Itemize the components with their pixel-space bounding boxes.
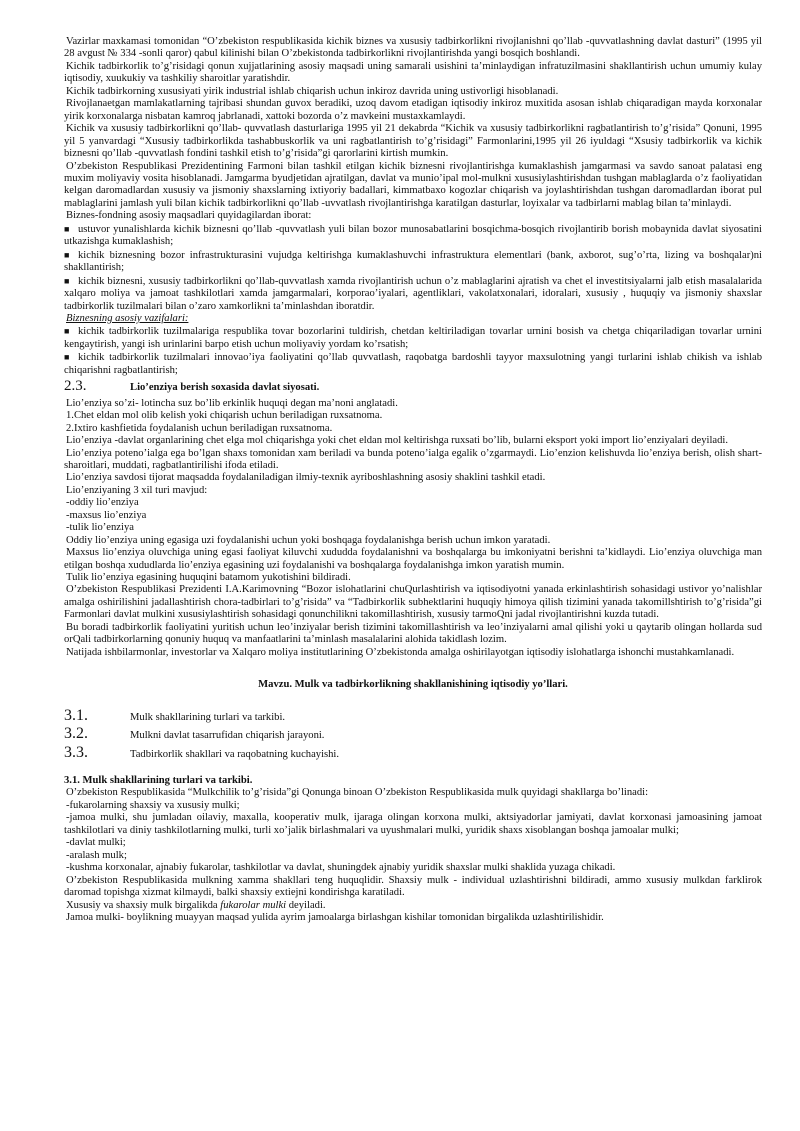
- black-square-icon: ■: [64, 275, 70, 286]
- paragraph: Tulik lio’enziya egasining huquqini batamom yukotishini bildiradi.: [66, 572, 351, 584]
- list-item: [64, 351, 762, 377]
- paragraph: [64, 900, 762, 912]
- section-heading: [64, 380, 762, 394]
- paragraph: Kichik va xususiy tadbirkorlikni qo’llab- quvvatlash dasturlariga 1995 yil 21 dekabrda “Kichik va xususiy tadbirkorlikni ragbatlantirish to’g’risida” Qonuni, 1995 yil 5 yanvardagi “Xususiy tadbirkorlikda tashabbuskorlik va uni ragbatlantirish to’g’risidagi” Farmonlarini,1995 yil 26 iyuldagi “Xsusiy tadbirkorlik va kichik biznesni qo’llab -quvvatlash fondini tashkil etish to’g’risida”gi qarorlarini kirtish mumkin.: [64, 123, 762, 160]
- paragraph: Lio’enziya poteno’ialga ega bo’lgan shaxs tomonidan xam beriladi va bunda poteno’ialga egalik o’zgarmaydi. Lio’enzion kelishuvda lio’enziya berish, olish shart-sharoitlari, muddati, ragbatlantirilishi ifoda etiladi.: [64, 447, 762, 471]
- paragraph: Vazirlar maxkamasi tomonidan “O’zbekiston respublikasida kichik biznes va xususiy tadbirkorlikni rivojlanishni qo’llab -quvvatlashning davlat dasturi” (1995 yil 28 avgust № 334 -sonli qaror) qabul kilinishi bilan O’zbekistonda tadbirkorlikni rivojlantirishda yangi bosqich boshlandi.: [64, 36, 762, 60]
- black-square-icon: ■: [64, 326, 70, 337]
- toc-title: Mulkni davlat tasarrufidan chiqarish jarayoni.: [130, 730, 325, 742]
- subsection-heading: 3.1. Mulk shakllarining turlari va tarkibi.: [64, 775, 253, 787]
- paragraph: -davlat mulki;: [66, 837, 126, 849]
- paragraph: Lio’enziya savdosi tijorat maqsadda foydalaniladigan ilmiy-texnik ayriboshlashning asosiy shaklini tashkil etadi.: [66, 472, 546, 484]
- topic-title: Mavzu. Mulk va tadbirkorlikning shakllanishining iqtisodiy yo’llari.: [258, 679, 568, 691]
- vazifalar-heading: Biznesning asosiy vazifalari:: [66, 312, 189, 324]
- toc-number: 3.3.: [64, 743, 88, 761]
- paragraph: Bu boradi tadbirkorlik faoliyatini yuritish uchun leo’inziyalar berish tizimini takomillashtirish va leo’inziyalarni amal qilishi yoki u qaytarib olingan hollarda sud orQali tadbirkorlarning qonuniy huquq va manfaatlarini ta’minlash masalalarini alohida takidlash lozim.: [64, 621, 762, 646]
- paragraph: 1.Chet eldan mol olib kelish yoki chiqarish uchun beriladigan ruxsatnoma.: [66, 410, 383, 422]
- toc-item: [64, 743, 762, 761]
- list-item-text: kichik tadbirkorlik tuzilmalari innovao’iya faoliyatini qo’llab quvvatlash, raqobatga bardoshli tayyor maxsulotning yangi turlarini ishlab chikish va ishlab chiqarishni ragbatlantirish;: [64, 352, 762, 376]
- list-item-text: ustuvor yunalishlarda kichik biznesni qo’llab -quvvatlash yuli bilan bozor munosabatlarini bosqichma-bosqich rivojlantirib borish mobaynida davlat siyosatini utkazishga kumaklashish;: [64, 223, 762, 248]
- toc-item: [64, 706, 762, 724]
- paragraph: Rivojlanaetgan mamlakatlarning tajribasi shundan guvox beradiki, uzoq davom etadigan iqtisodiy inkiroz muxitida asosan ishlab chiqaradigan mayda korxonalar yirik korxonalarga nisbatan kamroq jabrlanadi, xattoki bozorda o’z mavkeini mustaxkamlaydi.: [64, 98, 762, 122]
- paragraph: -oddiy lio’enziya: [66, 497, 139, 509]
- paragraph: Kichik tadbirkorning xususiyati yirik industrial ishlab chiqarish uchun inkiroz davrida uning ustivorligi hisoblanadi.: [66, 85, 559, 97]
- paragraph: Lio’enziyaning 3 xil turi mavjud:: [66, 484, 208, 496]
- section-title: Lio’enziya berish soxasida davlat siyosati.: [130, 382, 320, 394]
- toc-item: [64, 725, 762, 743]
- paragraph: O’zbekiston Respublikasi Prezidentining Farmoni bilan tashkil etilgan kichik biznesni rivojlantirishga kumaklashish jamgarmasi va savdo sanoat palatasi eng muxim moliyaviy vosita hisoblanadi. Jamgarma byudjetidan ajratilgan, davlat va munio’ipal mol-mulkni xususiylashtirishdan tushgan mablaglarda o’z faoliyatidan kelgan daromadlardan xususiy va jismoniy shaxslarning ixtiyoriy badallari, kimmatbaxo kogozlar chiqarish va joylashtirishdan tushgan daromadlardan iborat pul mablaglarini jamlash yuli bilan kichik tadbirkorlikni qo’llab -uvvatlash rivojlantirishga karatilgan dasturlar, loyixalar va tadbirlarni mablag bilan ta’minlaydi.: [64, 160, 762, 209]
- italic-term: fukarolar mulki: [220, 899, 287, 911]
- toc-number: 3.1.: [64, 706, 88, 724]
- black-square-icon: ■: [64, 352, 70, 363]
- paragraph: Kichik tadbirkorlik to’g’risidagi qonun xujjatlarining asosiy maqsadi uning samarali usishini ta’minlaydigan infratuzilmasini shakllantirish uchun umumiy kulay iqtisodiy, xuukukiy va tashkiliy sharoitlar yaratishdir.: [64, 60, 762, 85]
- list-item-text: kichik biznesning bozor infrastrukturasini vujudga keltirishga kumaklashuvchi infrastruktura elementlari (bank, axborot, sug’o’rta, lizing va boshqalar)ni shakllantirish;: [64, 249, 762, 274]
- paragraph: Jamoa mulki- boylikning muayyan maqsad yulida ayrim jamoalarga birlashgan kishilar tomonidan birgalikda uzlashtirilishidir.: [66, 912, 604, 923]
- paragraph: -aralash mulk;: [66, 849, 127, 861]
- list-item: [64, 223, 762, 249]
- text-run: Xususiy va shaxsiy mulk birgalikda: [66, 899, 221, 911]
- paragraph: Biznes-fondning asosiy maqsadlari quyidagilardan iborat:: [66, 210, 312, 222]
- toc-title: Mulk shakllarining turlari va tarkibi.: [130, 711, 286, 723]
- paragraph: Lio’enziya so’zi- lotincha suz bo’lib erkinlik huquqi degan ma’noni anglatadi.: [66, 397, 398, 409]
- toc-title: Tadbirkorlik shakllari va raqobatning kuchayishi.: [130, 748, 340, 760]
- list-item-text: kichik biznesni, xususiy tadbirkorlikni qo’llab-quvvatlash xamda rivojlantirish uchun o’z mablaglarini ajratish va chet el investitsiyalarni jalb etish masalalarida xalqaro moliya va jamoat tashkilotlari xamda jamgarmalari, korporao’iyalari, agentliklari, vakolatxonalari, idoralari, xususiy , huquqiy va jismoniy shaxslar tadbirkorlik tuzilmalari bilan o’zaro xamkorlikni ta’minlashdan iboratdir.: [64, 275, 762, 312]
- paragraph: O’zbekiston Respublikasi Prezidenti I.A.Karimovning “Bozor islohatlarini chuQurlashtirish va iqtisodiyotni yanada erkinlashtirish sohasidagi ustivor yo’nalishlar amalga oshirilishini jadallashtirish chora-tadbirlari to’g’risida” va “Tadbirkorlik subhektlarini huquqiy himoya qilish tizimini yanada takomillshtirish to’g’risida”gi Farmonlari davlat mulkini xususiylashtirish sohasidagi qonunchilikni takomillashtirish, xususiy tarmoQni jadal rivojlantirishni kuzda tutadi.: [64, 584, 762, 621]
- paragraph: Lio’enziya -davlat organlarining chet elga mol chiqarishga yoki chet eldan mol keltirishga ruxsati bo’lib, bularni eksport yoki import lio’enziyalari deyiladi.: [66, 435, 729, 447]
- paragraph: -maxsus lio’enziya: [66, 509, 147, 521]
- paragraph: Maxsus lio’enziya oluvchiga uning egasi faoliyat kiluvchi xududda foydalanishni va boshqalarga bu imkoniyatni berishni ta’kidlaydi. Lio’enziya oluvchiga man etilgan boshqa xududlarda lio’enziya egasining uzi foydalanishi va boshqalarga foydalanishga imkon yaratish mumin.: [64, 547, 762, 571]
- paragraph: -jamoa mulki, shu jumladan oilaviy, maxalla, kooperativ mulk, ijaraga olingan korxona mulki, aktsiyadorlar jamiyati, davlat korxonasi jamoasining jamoat tashkilotlari va diniy tashkilotlarning mulki, turli xo’jalik birlashmalari va uyushmalari mulki, yuridik shaxs xisoblangan boshqa jamoalar mulki;: [64, 812, 762, 836]
- paragraph: -fukarolarning shaxsiy va xususiy mulki;: [66, 799, 240, 811]
- section-number: 2.3.: [64, 378, 87, 395]
- black-square-icon: ■: [64, 249, 70, 260]
- list-item: [64, 325, 762, 351]
- black-square-icon: ■: [64, 223, 70, 234]
- paragraph: O’zbekiston Respublikasida “Mulkchilik to’g’risida”gi Qonunga binoan O’zbekiston Respublikasida mulk quyidagi shakllarga bo’linadi:: [66, 787, 649, 799]
- toc-number: 3.2.: [64, 725, 88, 743]
- paragraph: -kushma korxonalar, ajnabiy fukarolar, tashkilotlar va davlat, shuningdek ajnabiy yuridik shaxslar mulki shaklida yuzaga chikadi.: [66, 862, 616, 874]
- list-item: [64, 249, 762, 275]
- paragraph: Natijada ishbilarmonlar, investorlar va Xalqaro moliya institutlarining O’zbekistonda amalga oshirilayotgan iqtisodiy islohatlarga ishonchi mustahkamlanadi.: [66, 646, 735, 658]
- list-item: [64, 275, 762, 313]
- paragraph: 2.Ixtiro kashfietida foydalanish uchun beriladigan ruxsatnoma.: [66, 422, 333, 434]
- text-run: deyiladi.: [286, 899, 326, 911]
- paragraph: Oddiy lio’enziya uning egasiga uzi foydalanishi uchun yoki boshqaga foydalanishga berish uchun imkon yaratadi.: [66, 534, 551, 546]
- paragraph: O’zbekiston Respublikasida mulkning xamma shakllari teng huquqlidir. Shaxsiy mulk - individual uzlashtirishni bildiradi, ammo xususiy mulkdan farklirok daromad topishga xizmat kilmaydi, balki shaxsiy extiejni kondirishga karatiladi.: [64, 874, 762, 899]
- list-item-text: kichik tadbirkorlik tuzilmalariga respublika tovar bozorlarini tuldirish, chetdan keltiriladigan tovarlar urnini bosish va chetga chiqariladigan tovarlar urnini kengaytirish, yangi ish urinlarini barpo etish uchun moliyaviy yordam ko’rsatish;: [64, 326, 762, 350]
- paragraph: -tulik lio’enziya: [66, 522, 134, 534]
